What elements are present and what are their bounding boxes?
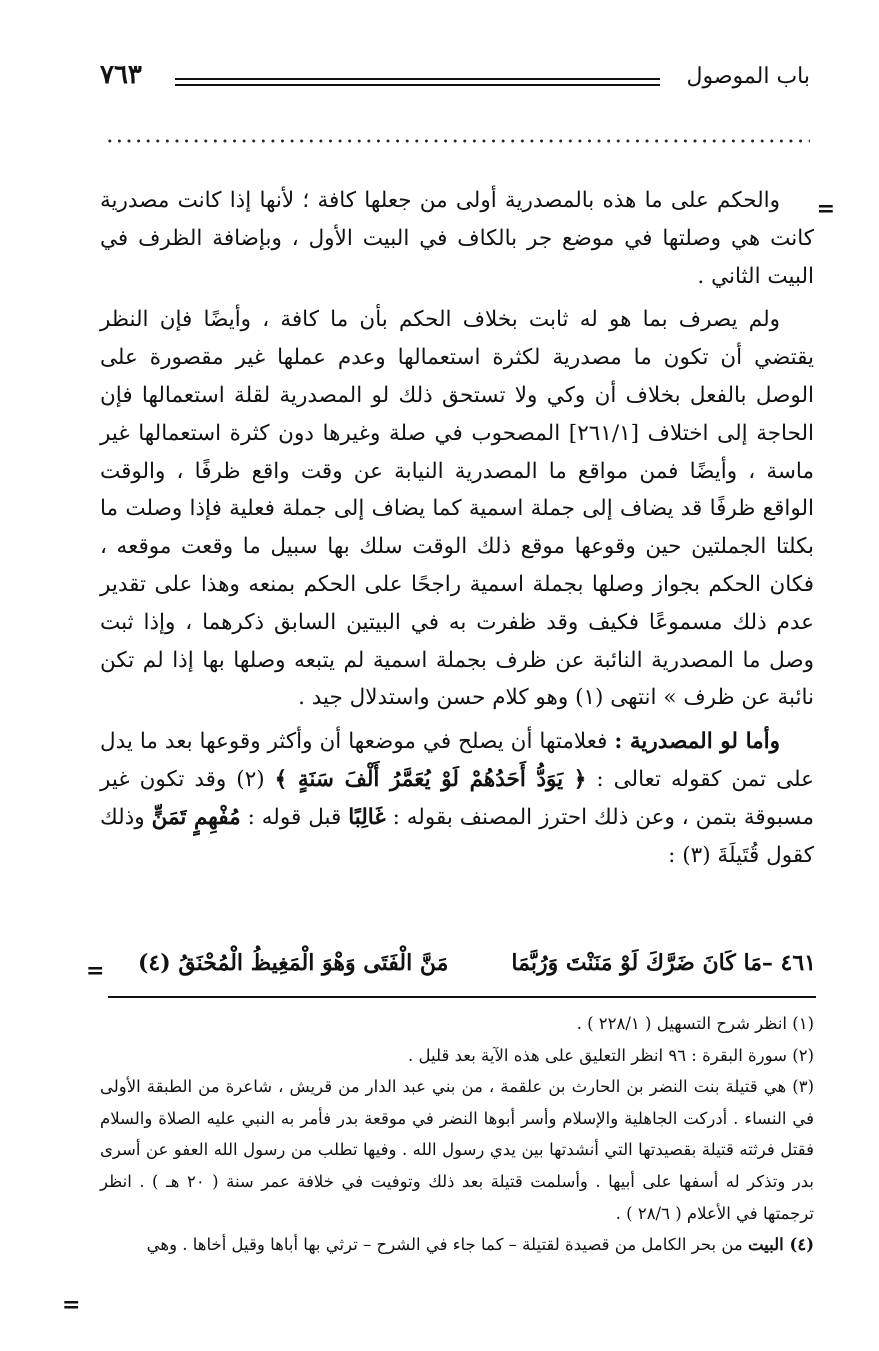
verse-number: ٤٦١ – bbox=[761, 950, 816, 976]
keyword-galiba: غَالِبًا bbox=[348, 804, 386, 830]
continuation-mark-bottom: = bbox=[62, 1292, 81, 1318]
page-number: ٧٦٣ bbox=[100, 60, 142, 90]
header-rule bbox=[175, 78, 660, 86]
keyword-mufhim: مُفْهِمٍ تَمَنٍّ bbox=[151, 804, 241, 830]
paragraph-1: والحكم على ما هذه بالمصدرية أولى من جعلها كافة ؛ لأنها إذا كانت مصدرية كانت هي وصلتها في موضع جر بالكاف في البيت الأول ، وبإضافة الظرف في البيت الثاني . bbox=[100, 188, 814, 289]
continuation-mark-top: = bbox=[816, 196, 835, 222]
main-text bbox=[100, 182, 814, 880]
footnote-2: (٢) سورة البقرة : ٩٦ انظر التعليق على هذه الآية بعد قليل . bbox=[408, 1045, 814, 1065]
footnote-3: (٣) هي قتيلة بنت النضر بن الحارث بن علقمة ، من بني عبد الدار من قريش ، شاعرة من الطبقة الأولى في النساء . أدركت الجاهلية والإسلام وأسر أبوها النضر في موقعة بدر فأمر به النبي عليه الصلاة والسلام فقتل فرثته قتيلة بقصيدتها التي أنشدتها بين يدي رسول الله . وفيها تطلب من رسول الله العفو عن أسرى بدر وتذكر له أسفها على أبيها . وأسلمت قتيلة بعد ذلك وتوفيت في خلافة عمر سنة ( ٢٠ هـ ) . انظر ترجمتها في الأعلام ( ٢٨/٦ ) . bbox=[100, 1077, 815, 1223]
continuation-mark-verse: = bbox=[86, 958, 105, 984]
footnote-4-text: من بحر الكامل من قصيدة لقتيلة – كما جاء في الشرح – ترثي بها أباها وقيل أخاها . وهي bbox=[146, 1235, 748, 1255]
running-header bbox=[100, 58, 810, 98]
verse-hemistich-1: مَا كَانَ ضَرَّكَ لَوْ مَنَنْتَ وَرُبَّمَا bbox=[511, 950, 762, 976]
paragraph-3-text-b: (٢) وقد تكون غير مسبوقة بتمن ، وعن ذلك احترز المصنف بقوله : bbox=[100, 766, 815, 830]
paragraph-3-text-c: قبل قوله : bbox=[240, 804, 349, 830]
verse-hemistich-2: مَنَّ الْفَتَى وَهْوَ الْمَغِيظُ الْمُحْنَقُ (٤) bbox=[138, 950, 449, 976]
footnote-1: (١) انظر شرح التسهيل ( ٢٢٨/١ ) . bbox=[576, 1014, 814, 1033]
paragraph-2: ولم يصرف بما هو له ثابت بخلاف الحكم بأن ما كافة ، وأيضًا فإن النظر يقتضي أن تكون ما مصدرية لكثرة استعمالها وعدم عملها غير مقصورة على الوصل بالفعل بخلاف أن وكي ولا تستحق ذلك لو المصدرية لقلة استعمالها فإن الحاجة إلى اختلاف [٢٦١/١] المصحوب في صلة وغيرها دون كثرة استعمالها غير ماسة ، وأيضًا فمن مواقع ما المصدرية النيابة عن وقت واقع ظرفًا ، والوقت الواقع ظرفًا قد يضاف إلى جملة اسمية كما يضاف إلى جملة فعلية فإذا وصلت ما بكلتا الجملتين حين وقوعها موقع ذلك الوقت سلك بها سبيل ما وقعت موقعه ، فكان الحكم بجواز وصلها بجملة اسمية راجحًا على الحكم بمنعه وهذا على تقدير عدم ذلك مسموعًا فكيف وقد ظفرت به في البيتين السابق ذكرهما ، وإذا ثبت وصل ما المصدرية النائبة عن ظرف بجملة اسمية لم يتبعه وصلها بها إذا لم تكن نائبة عن ظرف » انتهى (١) وهو كلام حسن واستدلال جيد . bbox=[100, 307, 814, 711]
paragraph-3-text-a: فعلامتها أن يصلح في موضعها أن وأكثر وقوعها بعد ما يدل على تمن كقوله تعالى : bbox=[100, 729, 814, 792]
dotted-separator bbox=[105, 138, 810, 144]
paragraph-3-text-d: وذلك كقول قُتَيلَةَ (٣) : bbox=[100, 804, 814, 868]
paragraph-3-lead: وأما لو المصدرية : bbox=[614, 729, 780, 755]
footnote-4-lead: (٤) البيت bbox=[747, 1235, 814, 1255]
poetry-verse bbox=[108, 948, 816, 992]
chapter-title: باب الموصول bbox=[686, 64, 810, 89]
quran-verse: ﴿ يَوَدُّ أَحَدُهُمْ لَوْ يُعَمَّرُ أَلْفَ سَنَةٍ ﴾ bbox=[274, 766, 587, 792]
paragraph-3 bbox=[100, 723, 814, 874]
footnote-separator bbox=[108, 996, 816, 998]
footnotes bbox=[100, 1008, 814, 1261]
footnote-4 bbox=[100, 1229, 814, 1261]
